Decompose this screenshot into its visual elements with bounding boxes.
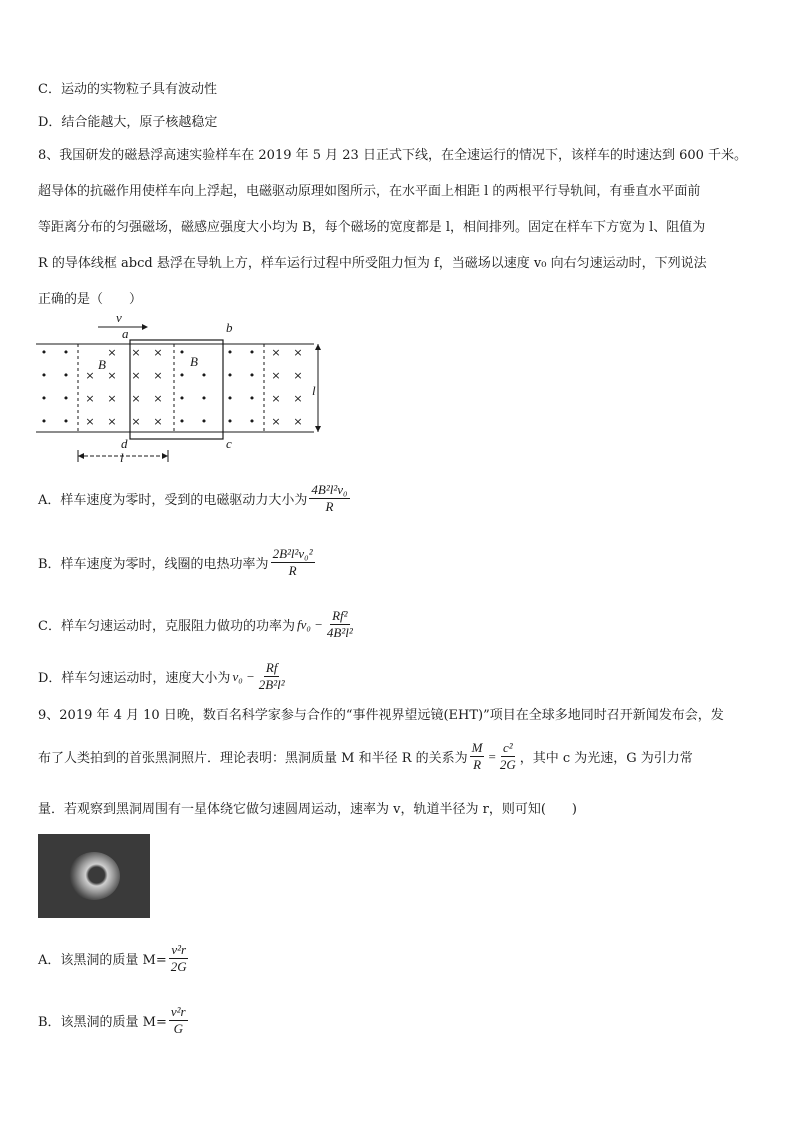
field-dot-symbol: • [248,346,256,359]
q9-relation-denominator-1: R [473,757,482,772]
field-dot-symbol: • [62,415,70,428]
field-cross-symbol: × [293,346,303,359]
field-dot-symbol: • [200,369,208,382]
black-hole-photo [38,834,150,918]
q9-relation-equals: = [488,748,496,764]
q8-line-3: 等距离分布的匀强磁场，磁感应强度大小均为 B，每个磁场的宽度都是 l，相间排列。固定在样车下方宽为 l、阻值为 [38,220,706,235]
field-cross-symbol: × [271,415,281,428]
field-dot-symbol: • [62,346,70,359]
field-cross-symbol: × [293,392,303,405]
q9-option-b-denominator: G [173,1021,183,1036]
magnetic-field-symbols [41,346,303,428]
q8-option-c-numerator: Rf² [332,608,348,623]
prev-option-c: C．运动的实物粒子具有波动性 [38,82,217,97]
field-cross-symbol: × [153,415,163,428]
q9-relation-fraction-1 [470,740,485,773]
figure-label-l-bottom: l [120,450,124,465]
q9-relation-denominator-2: 2G [499,757,516,772]
q8-option-b-fraction [271,546,315,579]
field-cross-symbol: × [107,346,117,359]
q8-option-d[interactable] [38,660,289,693]
field-dot-symbol: • [40,369,48,382]
field-dot-symbol: • [248,369,256,382]
figure-label-B-middle: B [190,354,198,369]
field-dot-symbol: • [248,415,256,428]
field-dot-symbol: • [248,392,256,405]
q8-option-a-numerator: 4B²l²v₀ [311,482,348,497]
field-cross-symbol: × [107,392,117,405]
q9-option-a-text: A．该黑洞的质量 M= [38,953,167,968]
q8-option-d-text: D．样车匀速运动时，速度大小为 [38,671,231,686]
conductor-frame-abcd [130,340,223,439]
field-dot-symbol: • [178,392,186,405]
q8-option-b[interactable] [38,546,317,579]
field-cross-symbol: × [271,346,281,359]
bottom-dimension-arrow-left [78,453,84,459]
q9-option-b-numerator: v²r [170,1004,186,1019]
q8-option-c-text: C．样车匀速运动时，克服阻力做功的功率为 [38,619,295,634]
q8-option-b-text: B．样车速度为零时，线圈的电热功率为 [38,557,269,572]
q8-option-a-denominator: R [325,499,334,514]
q8-stem [38,146,756,326]
figure-label-b: b [226,320,233,335]
figure-label-v: v [116,312,122,325]
q8-option-c-denominator: 4B²l² [326,625,353,640]
q8-option-c-lead: fv₀ − [296,616,323,632]
q9-relation-numerator-2: c² [502,740,513,755]
field-cross-symbol: × [85,369,95,382]
field-cross-symbol: × [293,369,303,382]
field-dot-symbol: • [62,392,70,405]
q8-line-1: 8、我国研发的磁悬浮高速实验样车在 2019 年 5 月 23 日正式下线，在全速运行的情况下，该样车的时速达到 600 千米。 [38,148,748,163]
q9-line-2-suffix: ，其中 c 为光速，G 为引力常 [519,751,693,766]
field-dot-symbol: • [226,369,234,382]
q8-option-d-lead: v₀ − [232,668,255,684]
field-cross-symbol: × [271,369,281,382]
figure-label-B-left: B [98,357,106,372]
figure-label-l-right: l [312,383,316,398]
q8-line-2: 超导体的抗磁作用使样车向上浮起，电磁驱动原理如图所示，在水平面上相距 l 的两根平行导轨间，有垂直水平面前 [38,184,701,199]
q8-option-c[interactable] [38,608,357,641]
q8-option-a-text: A．样车速度为零时，受到的电磁驱动力大小为 [38,493,308,508]
field-dot-symbol: • [226,415,234,428]
q9-option-b-text: B．该黑洞的质量 M= [38,1015,167,1030]
field-dot-symbol: • [178,415,186,428]
field-cross-symbol: × [107,415,117,428]
q9-line-2 [38,740,693,773]
q9-relation-numerator-1: M [471,740,483,755]
q9-relation-fraction-2 [498,740,518,773]
q9-option-a-fraction [169,942,189,975]
q8-option-a-fraction [309,482,349,515]
velocity-arrowhead [142,324,148,330]
q8-option-b-denominator: R [288,563,297,578]
field-dot-symbol: • [226,346,234,359]
field-cross-symbol: × [85,392,95,405]
field-cross-symbol: × [131,415,141,428]
figure-label-a: a [122,326,129,341]
q8-option-c-fraction [325,608,355,641]
q9-line-1: 9、2019 年 4 月 10 日晚，数百名科学家参与合作的“事件视界望远镜(EHT)”项目在全球多地同时召开新闻发布会，发 [38,708,724,723]
q8-option-b-numerator: 2B²l²v₀² [272,546,313,561]
prev-option-d: D．结合能越大，原子核越稳定 [38,115,218,130]
q8-option-d-denominator: 2B²l² [258,677,285,692]
q9-option-a-denominator: 2G [170,959,187,974]
field-cross-symbol: × [131,392,141,405]
field-cross-symbol: × [293,415,303,428]
q8-option-a[interactable] [38,482,352,515]
field-dot-symbol: • [200,392,208,405]
q8-magnetic-track-figure [32,312,332,468]
figure-label-c: c [226,436,232,451]
figure-label-d: d [121,436,128,451]
field-cross-symbol: × [131,369,141,382]
right-dimension-arrow-bottom [315,426,321,432]
field-cross-symbol: × [85,415,95,428]
field-dot-symbol: • [200,415,208,428]
q8-option-d-fraction [257,660,287,693]
q8-line-5: 正确的是（ ） [38,292,143,307]
field-cross-symbol: × [153,369,163,382]
field-dot-symbol: • [62,369,70,382]
field-cross-symbol: × [131,346,141,359]
q9-option-b[interactable] [38,1004,190,1037]
field-dot-symbol: • [40,415,48,428]
field-cross-symbol: × [153,392,163,405]
bottom-dimension-arrow-right [162,453,168,459]
field-cross-symbol: × [271,392,281,405]
field-cross-symbol: × [153,346,163,359]
field-dot-symbol: • [40,392,48,405]
q8-line-4: R 的导体线框 abcd 悬浮在导轨上方，样车运行过程中所受阻力恒为 f，当磁场以速度 v₀ 向右匀速运动时，下列说法 [38,256,707,271]
field-dot-symbol: • [226,392,234,405]
q9-option-a-numerator: v²r [171,942,187,957]
q8-option-d-numerator: Rf [265,660,278,675]
q9-option-b-fraction [169,1004,188,1037]
black-hole-ring [68,852,120,900]
q9-option-a[interactable] [38,942,191,975]
q9-line-2-prefix: 布了人类拍到的首张黑洞照片．理论表明：黑洞质量 M 和半径 R 的关系为 [38,751,468,766]
field-dot-symbol: • [40,346,48,359]
field-dot-symbol: • [178,346,186,359]
right-dimension-arrow-top [315,344,321,350]
q9-line-3: 量．若观察到黑洞周围有一星体绕它做匀速圆周运动，速率为 v，轨道半径为 r，则可知( ) [38,802,577,817]
field-cross-symbol: × [107,369,117,382]
field-dot-symbol: • [178,369,186,382]
